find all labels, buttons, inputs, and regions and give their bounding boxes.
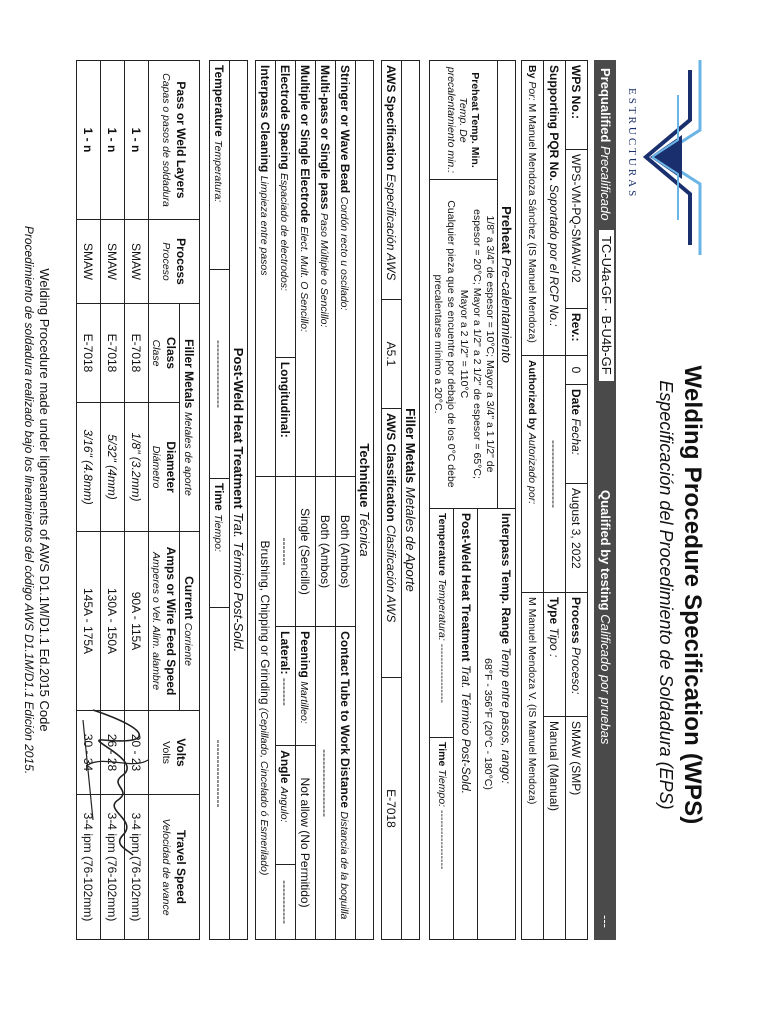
logo-text: ESTRUCTURAS: [626, 88, 638, 200]
prequalified-bar: [594, 60, 616, 940]
qualified-by-testing-label: Qualified by testing Calificado por pruebas: [598, 490, 613, 745]
aws-spec-value: A5.1: [382, 300, 402, 409]
table-row: 1 - n SMAW E-7018 1/8" (3.2mm) 90A - 115A 20 - 23 3-4 ipm (76-102mm): [125, 61, 149, 940]
preheat-table: Preheat Pre-calentamiento Interpass Temp. Range Temp entre pasos, rango: Preheat Temp. Min. Temp. De precalentamiento min.: 1/8" a 3/4" de espesor = 10°C; Mayor a 3/4" a 1 1/2" de espesor = 20°C; Mayor a 1/2" a 2 1/2" de espesor = 65°C; Mayor a 2 1/2" = 110°C Cualquier pieza que se encuentre por debajo de los 0°C debe precalentarse mínimo a 20°C. 68°F - 356°F (20°C - 180°C) Post-Weld Heat Treatment Trat. Térmico Post-Sold. Temperature Temperatura: ----------------- Time Tiempo: -----------------: [429, 60, 516, 940]
filler-metals-table: Filler Metals Metales de Aporte AWS Specification Especificación AWS A5.1 AWS Classification Clasificación AWS E-7018: [381, 60, 420, 940]
pwht-table: Post-Weld Heat Treatment Trat. Térmico Post-Sold. Temperature Temperatura: ----------------- Time Tiempo: -----------------: [209, 60, 248, 940]
technique-table: Technique Técnica Stringer or Wave Bead Cordón recto u oscilado: Both (Ambos) Contact Tube to Work Distance Distancia de la boquilla Multi-pass or Single pass Paso Múltiple o Sencillo: Both (Ambos) ----------------- Multiple or Single Electrode Elect. Mult. O Sencillo: Single (Sencillo) Peening Martilleo: Not allow (No Permitido) Electrode Spacing Espaciado de electrodos: Longitudinal: ------- Lateral: ------- Angle Angulo: ----------- Interpass Cleaning Limpieza entre pasos Brushing, Chipping or Grinding (Cepillado, Cincelado ó Esmerilado): [255, 60, 374, 940]
process-value: SMAW (SMP): [566, 717, 588, 940]
rev-label: Rev.:: [566, 309, 588, 356]
wps-no-value: WPS-VM-PQ-SMAW-02: [566, 150, 588, 309]
type-value: Manual (Manual): [544, 717, 566, 940]
footer-code-reference: Welding Procedure made under ligneaments of AWS D1.1M/D1.1 Ed.2015 Code: [37, 268, 52, 732]
footer-code-reference-es: Procedimiento de soldadura realizado bajo los lineamientos del código AWS D1.1M/D1.1 Edición 2015.: [22, 225, 36, 775]
aws-class-value: E-7018: [382, 678, 402, 940]
qualified-value: ---: [598, 915, 613, 928]
wps-no-label: WPS No.:: [566, 61, 588, 150]
table-row: 1 - n SMAW E-7018 3/16" (4.8mm) 145A - 175A 30 - 34 3-4 ipm (76-102mm): [77, 61, 101, 940]
supporting-pqr-value: -----------------: [544, 356, 566, 593]
authorized-value: M Manuel Mendoza V. (IS Manuel Mendoza): [522, 593, 544, 940]
interpass-value: 68°F - 356°F (20°C - 180°C): [478, 509, 498, 940]
date-value: August 3, 2022: [566, 484, 588, 593]
handwritten-signature-icon: [73, 700, 163, 860]
by-value: M Manuel Mendoza Sánchez (IS Manuel Mendoza): [526, 103, 539, 343]
table-row: 1 - n SMAW E-7018 5/32" (4mm) 130A - 150A 26 - 28 3-4 ipm (76-102mm): [101, 61, 125, 940]
weld-parameters-table: Pass or Weld Layers Capas o pasos de soldadura Process Proceso Filler Metals Metales de aporte Current Corriente Volts Volts Travel Speed Velocidad de avance Class Clase Diameter Diámetro Amps or Wire Feed Speed Amperes o Vel. Alim. alambre 1 - n SMAW E-7018 1/8" (3.2mm) 90A - 115A 20 - 23 3-4 ipm (76-102mm) 1 - n SMAW E-7018 5/32" (4mm) 130A - 150A 26 - 28 3-4 ipm (76-102mm) 1 - n SMAW E-7018 3/16" (4.8mm) 145A - 175A 30 - 34 3-4 ipm (76-102mm): [76, 60, 200, 940]
rev-value: 0: [566, 356, 588, 385]
info-table: WPS No.: WPS-VM-PQ-SMAW-02 Rev.: 0 Date Fecha: August 3, 2022 Process Proceso: SMAW (SMP) Supporting PQR No. Soportado por el RCP No.: ----------------- Type Tipo : Manual (Manual) By Por: M Manuel Mendoza Sánchez (IS Manuel Mendoza) Authorized by Autorizado por: M Manuel Mendoza V. (IS Manuel Mendoza): [521, 60, 588, 940]
document-title: Welding Procedure Specification (WPS): [679, 365, 706, 825]
prequalified-label: Prequalified Precalificado: [598, 68, 613, 221]
joint-designations: TC-U4a-GF · B-U4b-GF: [599, 230, 614, 381]
document-subtitle: Especificación del Procedimiento de Soldadura (EPS): [656, 380, 676, 810]
logo-mark-icon: [638, 60, 708, 255]
company-logo: [616, 60, 708, 255]
